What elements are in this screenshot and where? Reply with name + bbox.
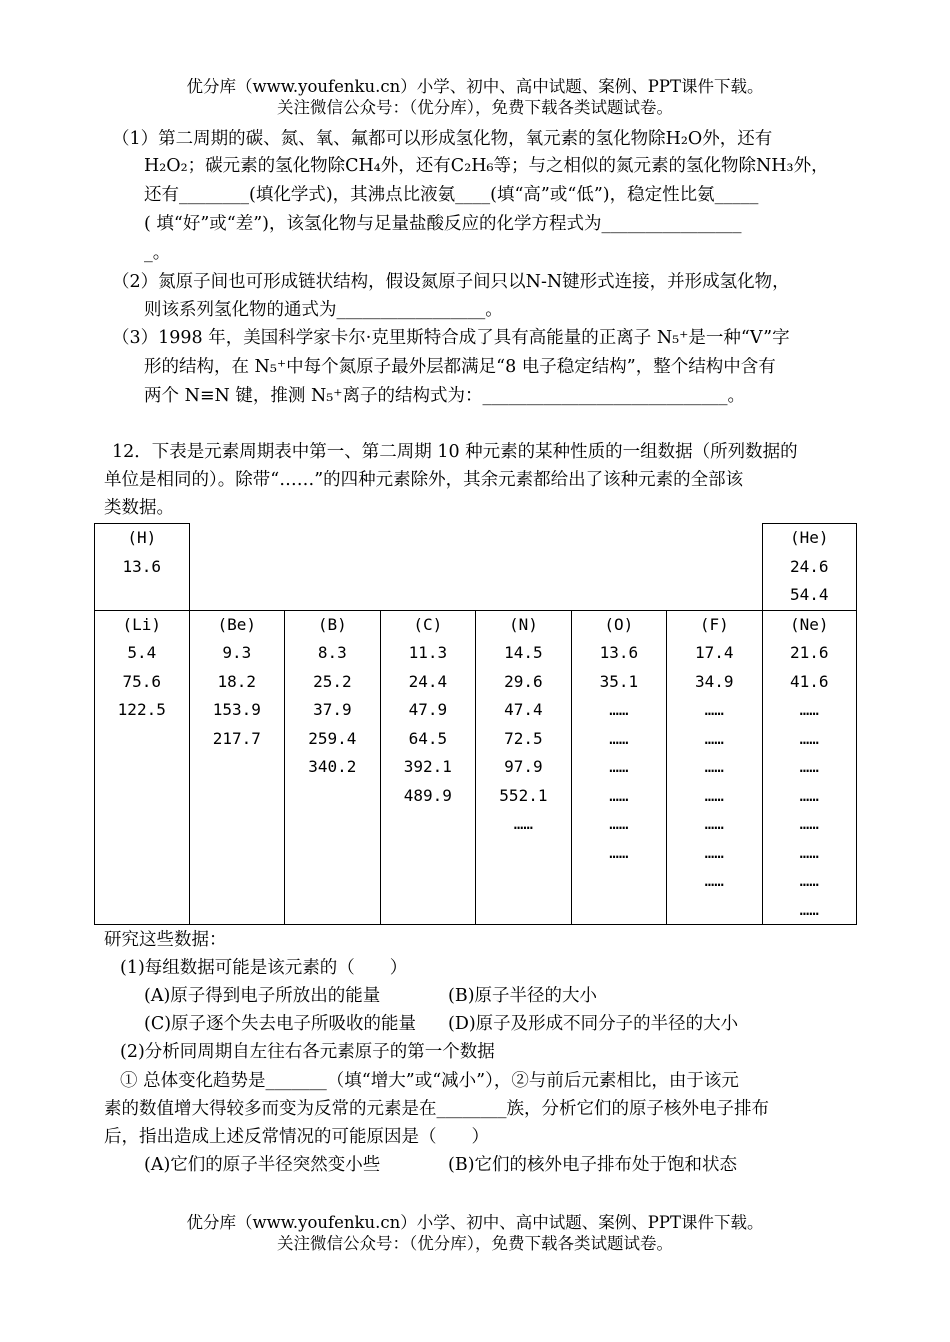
cell-n-value: ……: [513, 814, 534, 833]
footer-line-1: 优分库（www.youfenku.cn）小学、初中、高中试题、案例、PPT课件下载。: [186, 1213, 764, 1232]
q11-part1-line1: （1）第二周期的碳、氮、氧、氟都可以形成氢化物，氧元素的氢化物除H₂O外，还有: [112, 129, 773, 149]
cell-b-label: (B): [317, 614, 347, 634]
cell-f-value: ……: [704, 700, 724, 719]
cell-o-value: 13.6: [599, 643, 639, 662]
cell-n-value: 47.4: [504, 700, 543, 719]
cell-be-value: 153.9: [212, 700, 261, 719]
q12-study-label: 研究这些数据：: [104, 930, 227, 950]
q12-intro-line2: 单位是相同的）。除带“……”的四种元素除外，其余元素都给出了该种元素的全部该: [104, 470, 744, 490]
cell-ne-value: ……: [799, 899, 819, 919]
q12-sub1-option-d: (D)原子及形成不同分子的半径的大小: [448, 1014, 739, 1034]
cell-ne-label: (Ne): [789, 614, 829, 634]
cell-ne-value: 41.6: [789, 671, 829, 691]
q11-part2-line1: （2）氮原子间也可形成链状结构，假设氮原子间只以N-N键形式连接，并形成氢化物，: [112, 272, 790, 292]
cell-c-value: 489.9: [403, 785, 452, 805]
q12-sub2-line3: 后，指出造成上述反常情况的可能原因是（ ）: [104, 1127, 489, 1147]
q11-part3-line1: （3）1998 年，美国科学家卡尔·克里斯特合成了具有高能量的正离子 N₅⁺是一种“V”字: [112, 328, 790, 348]
cell-c-value: 64.5: [408, 728, 448, 748]
cell-ne-value: ……: [799, 814, 819, 833]
cell-be-value: 18.2: [217, 671, 257, 691]
cell-b-value: 37.9: [313, 700, 352, 719]
cell-o-value: ……: [609, 728, 629, 748]
table-row-period-2: [95, 610, 857, 925]
cell-c-value: 392.1: [403, 757, 452, 776]
table-row-period-1: [95, 524, 857, 611]
cell-b-value: 25.2: [313, 671, 352, 691]
cell-f-value: ……: [704, 871, 724, 890]
cell-ne-value: ……: [799, 757, 819, 776]
cell-n-value: 552.1: [499, 785, 548, 805]
page-header: [0, 76, 950, 118]
cell-he-value: 24.6: [789, 556, 829, 576]
cell-be-value: 9.3: [222, 643, 252, 662]
q12-sub2-option-a: (A)它们的原子半径突然变小些: [144, 1155, 381, 1175]
cell-he-value: 54.4: [789, 585, 829, 604]
cell-o: [571, 610, 666, 925]
cell-f: [667, 610, 762, 925]
cell-b: [285, 610, 381, 925]
q11-part1-line4: ( 填“好”或“差”)，该氢化物与足量盐酸反应的化学方程式为________________: [144, 214, 742, 234]
cell-n-label: (N): [508, 614, 538, 634]
cell-n-value: 97.9: [504, 757, 543, 776]
q12-sub1-option-b: (B)原子半径的大小: [448, 986, 598, 1006]
cell-ne-value: ……: [799, 728, 819, 748]
cell-ne-value: ……: [799, 842, 819, 862]
cell-ne-value: ……: [799, 700, 819, 719]
cell-o-value: ……: [609, 842, 629, 862]
cell-n: [476, 610, 572, 925]
cell-li-value: 75.6: [122, 671, 162, 691]
q12-intro-line1: 12．下表是元素周期表中第一、第二周期 10 种元素的某种性质的一组数据（所列数据的: [112, 442, 798, 462]
cell-ne-value: ……: [799, 871, 819, 890]
cell-h: [95, 524, 190, 611]
cell-o-value: ……: [609, 785, 629, 805]
q11-part1-line3: 还有________(填化学式)，其沸点比液氨____(填“高”或“低”)，稳定性比氨_____: [144, 185, 759, 205]
cell-li-value: 122.5: [117, 700, 166, 719]
cell-c: [380, 610, 476, 925]
cell-o-value: ……: [609, 700, 629, 719]
cell-c-label: (C): [413, 614, 443, 634]
q11-part1-line2: H₂O₂；碳元素的氢化物除CH₄外，还有C₂H₆等；与之相似的氮元素的氢化物除NH₃外，: [144, 156, 829, 176]
cell-o-value: ……: [609, 814, 629, 833]
q12-sub2-line2: 素的数值增大得较多而变为反常的元素是在________族，分析它们的原子核外电子排布: [104, 1099, 769, 1119]
cell-he: [762, 524, 857, 611]
q12-sub2: (2)分析同周期自左往右各元素原子的第一个数据: [120, 1042, 495, 1062]
cell-o-label: (O): [604, 614, 634, 634]
cell-ne-value: ……: [799, 785, 819, 805]
cell-o-value: ……: [609, 757, 629, 776]
header-line-1: 优分库（www.youfenku.cn）小学、初中、高中试题、案例、PPT课件下载。: [186, 77, 764, 96]
cell-period1-empty: [189, 524, 762, 611]
cell-ne-value: 21.6: [789, 643, 829, 662]
page-footer: [0, 1212, 950, 1254]
cell-f-value: ……: [704, 842, 724, 862]
q12-intro-line3: 类数据。: [104, 498, 174, 518]
cell-be-label: (Be): [217, 614, 257, 634]
cell-be: [189, 610, 285, 925]
cell-n-value: 29.6: [504, 671, 543, 691]
cell-f-value: ……: [704, 814, 724, 833]
q12-sub2-line1: ① 总体变化趋势是_______（填“增大”或“减小”），②与前后元素相比，由于该元: [120, 1071, 739, 1091]
cell-f-value: ……: [704, 785, 724, 805]
cell-b-value: 8.3: [317, 643, 347, 662]
cell-f-value: ……: [704, 728, 724, 748]
cell-c-value: 11.3: [408, 643, 448, 662]
footer-line-2: 关注微信公众号：（优分库），免费下载各类试题试卷。: [277, 1234, 673, 1253]
q12-sub2-option-b: (B)它们的核外电子排布处于饱和状态: [448, 1155, 738, 1175]
cell-he-label: (He): [789, 528, 829, 547]
cell-f-value: ……: [704, 757, 724, 776]
cell-li-label: (Li): [122, 614, 162, 634]
cell-f-value: 17.4: [695, 643, 734, 662]
header-line-2: 关注微信公众号：（优分库），免费下载各类试题试卷。: [277, 98, 673, 117]
q12-sub1-option-c: (C)原子逐个失去电子所吸收的能量: [144, 1014, 417, 1034]
cell-c-value: 24.4: [408, 671, 448, 691]
cell-f-value: 34.9: [695, 671, 734, 691]
cell-n-value: 14.5: [504, 643, 543, 662]
q11-part3-line3: 两个 N≡N 键，推测 N₅⁺离子的结构式为：____________________________。: [144, 386, 746, 406]
ionization-data-table: [94, 523, 857, 925]
cell-li: [95, 610, 190, 925]
cell-h-value: 13.6: [122, 556, 162, 576]
cell-f-label: (F): [699, 614, 729, 634]
cell-ne: [762, 610, 857, 925]
q12-sub1: (1)每组数据可能是该元素的（ ）: [120, 958, 408, 978]
cell-o-value: 35.1: [599, 671, 639, 691]
cell-b-value: 340.2: [308, 757, 357, 776]
q11-part1-line5: _。: [144, 243, 171, 263]
q11-part2-line2: 则该系列氢化物的通式为_________________。: [144, 300, 503, 320]
q11-part3-line2: 形的结构，在 N₅⁺中每个氮原子最外层都满足“8 电子稳定结构”，整个结构中含有: [144, 357, 776, 377]
cell-h-label: (H): [127, 528, 157, 547]
cell-n-value: 72.5: [504, 728, 543, 748]
cell-be-value: 217.7: [212, 728, 261, 748]
cell-li-value: 5.4: [127, 643, 157, 662]
cell-c-value: 47.9: [408, 700, 448, 719]
cell-b-value: 259.4: [308, 728, 357, 748]
q12-sub1-option-a: (A)原子得到电子所放出的能量: [144, 986, 381, 1006]
